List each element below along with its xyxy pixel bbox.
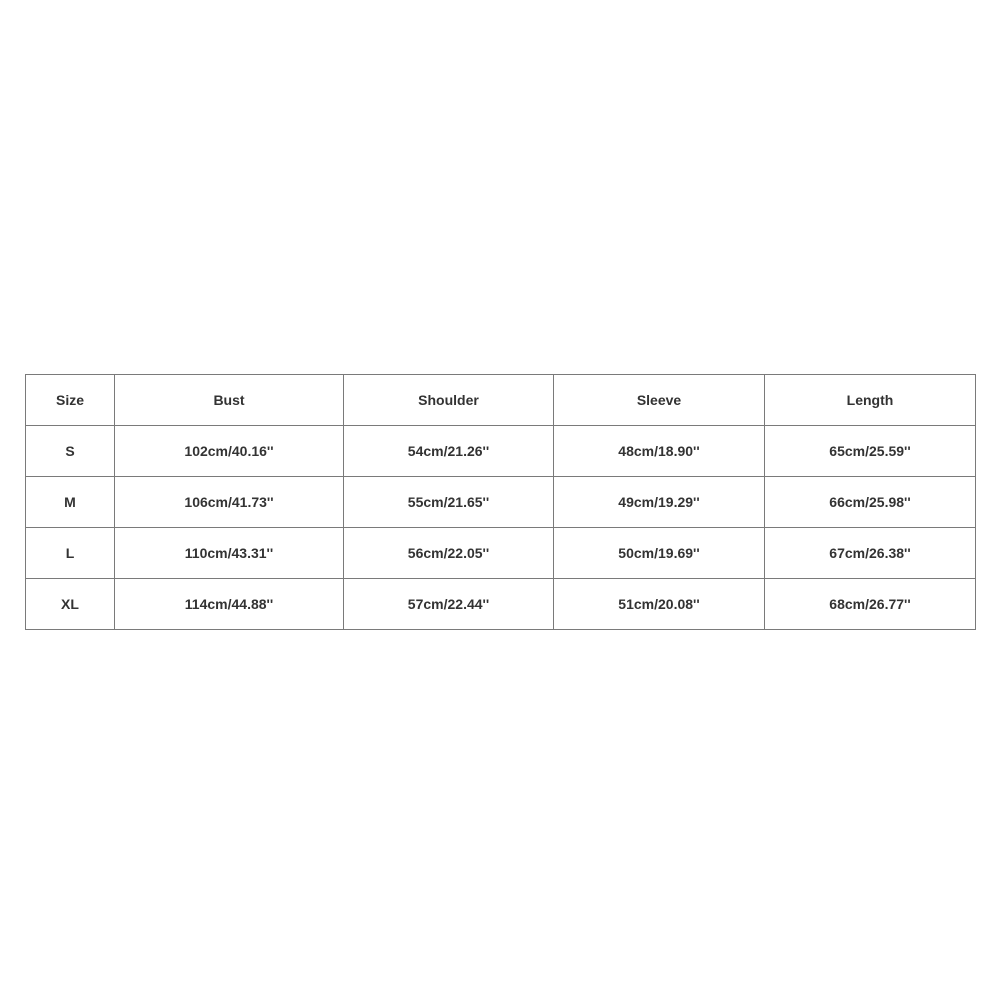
cell-bust: 110cm/43.31'' xyxy=(115,528,344,579)
table-row xyxy=(26,477,976,528)
cell-shoulder: 56cm/22.05'' xyxy=(344,528,554,579)
header-sleeve: Sleeve xyxy=(554,375,765,426)
cell-bust: 114cm/44.88'' xyxy=(115,579,344,630)
cell-length: 67cm/26.38'' xyxy=(765,528,976,579)
table-row xyxy=(26,426,976,477)
cell-length: 68cm/26.77'' xyxy=(765,579,976,630)
cell-size: M xyxy=(26,477,115,528)
table-row xyxy=(26,528,976,579)
cell-shoulder: 55cm/21.65'' xyxy=(344,477,554,528)
header-length: Length xyxy=(765,375,976,426)
cell-sleeve: 50cm/19.69'' xyxy=(554,528,765,579)
cell-shoulder: 54cm/21.26'' xyxy=(344,426,554,477)
cell-length: 65cm/25.59'' xyxy=(765,426,976,477)
size-chart-table xyxy=(25,374,976,630)
header-bust: Bust xyxy=(115,375,344,426)
header-size: Size xyxy=(26,375,115,426)
cell-size: L xyxy=(26,528,115,579)
header-shoulder: Shoulder xyxy=(344,375,554,426)
cell-size: XL xyxy=(26,579,115,630)
cell-length: 66cm/25.98'' xyxy=(765,477,976,528)
cell-shoulder: 57cm/22.44'' xyxy=(344,579,554,630)
cell-sleeve: 48cm/18.90'' xyxy=(554,426,765,477)
header-row xyxy=(26,375,976,426)
cell-sleeve: 49cm/19.29'' xyxy=(554,477,765,528)
cell-bust: 102cm/40.16'' xyxy=(115,426,344,477)
cell-sleeve: 51cm/20.08'' xyxy=(554,579,765,630)
cell-size: S xyxy=(26,426,115,477)
cell-bust: 106cm/41.73'' xyxy=(115,477,344,528)
table-row xyxy=(26,579,976,630)
